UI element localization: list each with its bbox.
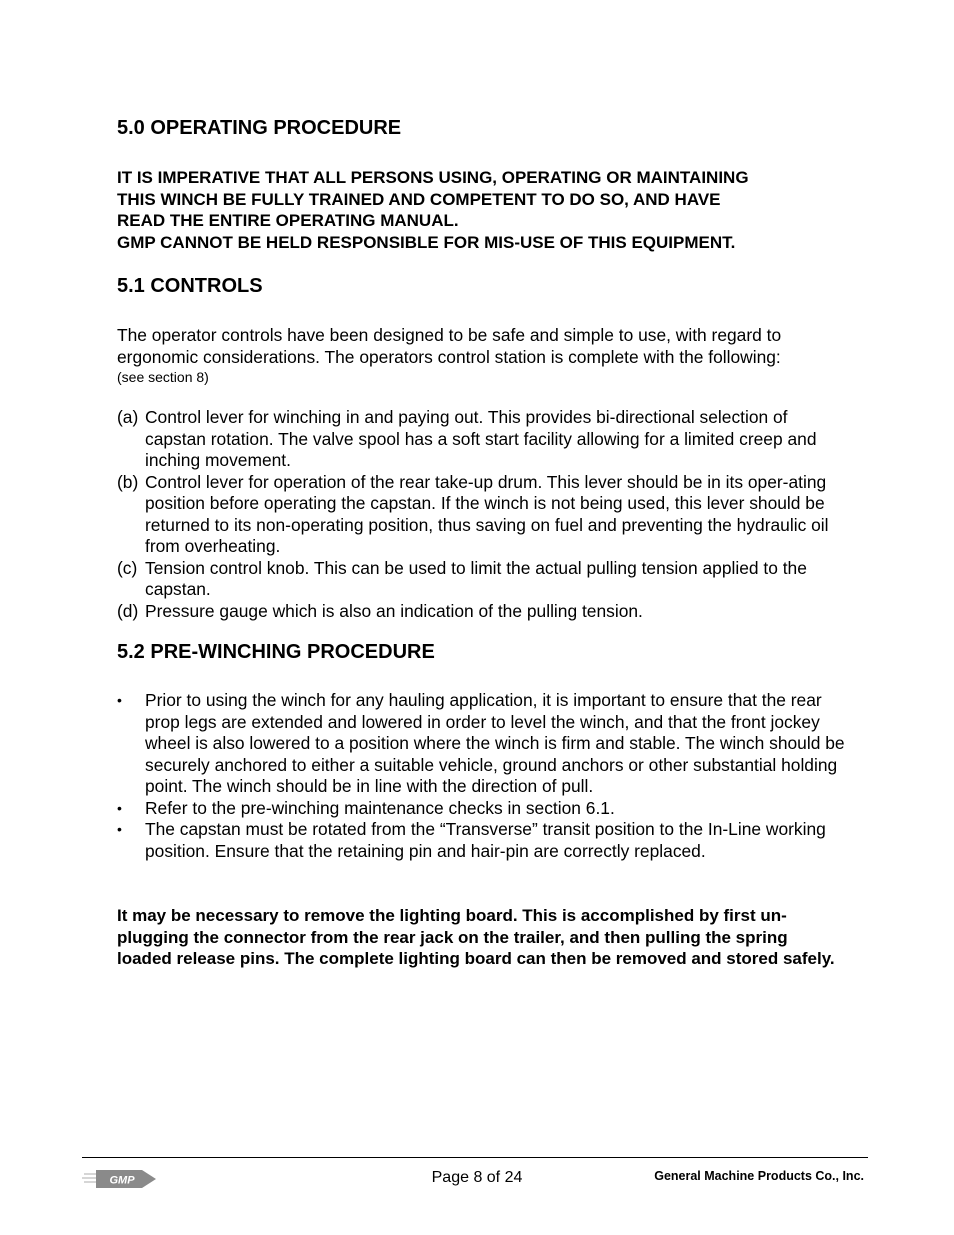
controls-list xyxy=(117,407,842,622)
section-heading-5-0: 5.0 OPERATING PROCEDURE xyxy=(117,117,402,139)
bullet-icon: • xyxy=(117,799,122,816)
logo-text: GMP xyxy=(109,1174,135,1187)
footer-divider xyxy=(82,1157,868,1158)
section-heading-5-2: 5.2 PRE-WINCHING PROCEDURE xyxy=(117,641,435,663)
list-marker: (c) xyxy=(117,557,138,578)
warning-line: GMP CANNOT BE HELD RESPONSIBLE FOR MIS-USE OF THIS EQUIPMENT. xyxy=(117,232,736,252)
warning-line: THIS WINCH BE FULLY TRAINED AND COMPETENT TO DO SO, AND HAVE xyxy=(117,189,721,209)
list-item-text: Refer to the pre-winching maintenance checks in section 6.1. xyxy=(145,797,615,818)
pre-winching-list xyxy=(117,690,847,862)
list-item-text: The capstan must be rotated from the “Transverse” transit position to the In-Line working position. Ensure that the retaining pin and hair-pin are correctly replaced. xyxy=(145,819,826,861)
list-item-text: Control lever for operation of the rear take-up drum. This lever should be in its oper-ating position before operating the capstan. If the winch is not being used, this lever should be returned to its non-operating position, thus saving on fuel and preventing the hydraulic oil from overheating. xyxy=(145,471,829,556)
controls-intro xyxy=(117,325,857,386)
list-item xyxy=(117,558,842,601)
company-name: General Machine Products Co., Inc. xyxy=(654,1169,864,1183)
bullet-icon: • xyxy=(117,821,122,837)
list-item xyxy=(117,819,847,862)
controls-intro-note: (see section 8) xyxy=(117,369,209,385)
safety-warning xyxy=(117,167,857,253)
list-item xyxy=(117,798,847,820)
list-item xyxy=(117,407,842,472)
list-item xyxy=(117,472,842,558)
list-item xyxy=(117,690,847,798)
bullet-icon: • xyxy=(117,692,122,708)
list-item-text: Pressure gauge which is also an indication of the pulling tension. xyxy=(145,600,643,621)
lighting-board-note: It may be necessary to remove the lighting board. This is accomplished by first un-plugging the connector from the rear jack on the trailer, and then pulling the spring loaded release pins. The complete lighting board can then be removed and stored safely. xyxy=(117,906,835,968)
list-item xyxy=(117,601,842,623)
list-marker: (a) xyxy=(117,407,139,427)
list-item-text: Prior to using the winch for any hauling application, it is important to ensure that the rear prop legs are extended and lowered in order to level the winch, and that the front jockey wheel is also lowered to a position where the winch is firm and stable. The winch should be securely anchored to either a suitable vehicle, ground anchors or other substantial holding point. The winch should be in line with the direction of pull. xyxy=(145,690,845,796)
list-marker: (d) xyxy=(117,600,139,621)
controls-intro-text: The operator controls have been designed to be safe and simple to use, with regard to ergonomic considerations. The operators control station is complete with the following: xyxy=(117,325,782,367)
warning-line: IT IS IMPERATIVE THAT ALL PERSONS USING, OPERATING OR MAINTAINING xyxy=(117,168,749,187)
page-number: Page 8 of 24 xyxy=(431,1169,523,1186)
section-heading-5-1: 5.1 CONTROLS xyxy=(117,275,263,297)
warning-line: READ THE ENTIRE OPERATING MANUAL. xyxy=(117,211,459,230)
list-marker: (b) xyxy=(117,471,139,492)
list-item-text: Tension control knob. This can be used to limit the actual pulling tension applied to the capstan. xyxy=(145,557,807,599)
list-item-text: Control lever for winching in and paying out. This provides bi-directional selection of capstan rotation. The valve spool has a soft start facility allowing for a limited creep and inching movement. xyxy=(145,407,817,470)
